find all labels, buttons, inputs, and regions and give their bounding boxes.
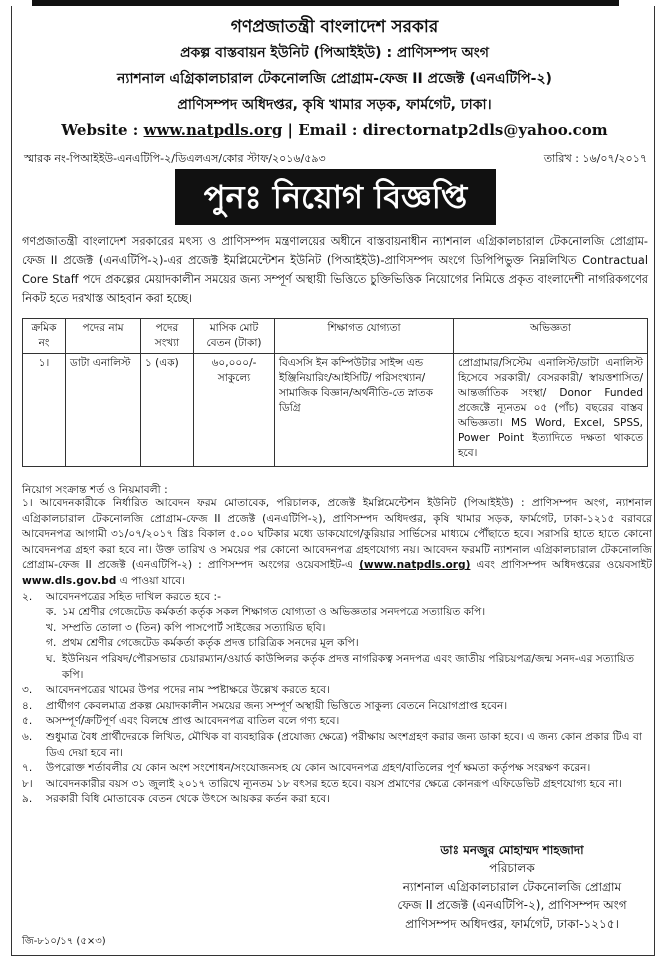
cell-education: বিএসসি ইন কম্পিউটার সাইন্স এন্ড ইঞ্জিনিয়ারিং/আইসিটি/ পরিসংখ্যান/ সামাজিক বিজ্ঞান/অর্থনীতি-তে স্নাতক ডিগ্রি <box>275 354 454 467</box>
term-2a-text: ১ম শ্রেণীর গেজেটেড কর্মকর্তা কর্তৃক সকল শিক্ষাগত যোগ্যতা ও অভিজ্ঞতার সনদপত্রে সত্যায়িত কপি। <box>62 606 486 619</box>
term-6-text: শুধুমাত্র বৈধ প্রার্থীদেরকে লিখিত, মৌখিক বা ব্যবহারিক (প্রযোজ্য ক্ষেত্রে) পরীক্ষায় অংশগ্রহণ করার জন্য ডাকা হবে। এ জন্য কোন প্রকার টিএ বা ডিএ দেয়া হবে না। <box>46 730 642 759</box>
term-7 <box>22 761 652 777</box>
notice-banner: পুনঃ নিয়োগ বিজ্ঞপ্তি <box>175 169 496 225</box>
cell-salary: ৬০,০০০/- সাকুল্যে <box>194 354 275 467</box>
notice-date: তারিখ : ১৬/০৭/২০১৭ <box>543 152 647 165</box>
term-8-num: ৮। <box>22 777 33 790</box>
term-2c-text: প্রথম শ্রেণীর গেজেটেড কর্মকর্তা কর্তৃক প্রদত্ত চারিত্রিক সনদের মূল কপি। <box>62 637 359 650</box>
col-count: পদের সংখ্যা <box>141 319 194 354</box>
term-5 <box>22 714 652 730</box>
memo-number: স্মারক নং-পিআইইউ-এনএটিপি-২/ডিএলএস/কোর স্টাফ/২০১৬/৫৯৩ <box>24 152 326 165</box>
term-7-text: উপরোক্ত শর্তাবলীর যে কোন অংশ সংশোধন/সংযোজনসহ যে কোন আবেদনপত্র গ্রহণ/বাতিলের পূর্ণ ক্ষমতা কর্তৃপক্ষ সংরক্ষণ করেন। <box>46 762 591 775</box>
table-header-row <box>23 319 648 354</box>
term-2b-text: সম্প্রতি তোলা ৩ (তিন) কপি পাসপোর্ট সাইজের সত্যায়িত ছবি। <box>62 621 326 634</box>
term-3-text: আবেদনপত্রের খামের উপর পদের নাম স্পষ্টাক্ষরে উল্লেখ করতে হবে। <box>46 684 330 697</box>
term-4-text: প্রার্থীগণ কেবলমাত্র প্রকল্প মেয়াদকালীন সময়ের জন্য সম্পূর্ণ অস্থায়ী ভিত্তিতে সাকুল্য বেতনে নিয়োগপ্রাপ্ত হবেন। <box>46 699 508 712</box>
term-2b-num: খ. <box>46 621 57 634</box>
term-5-text: অসম্পূর্ণ/ক্রটিপূর্ণ এবং বিলম্বে প্রাপ্ত আবেদনপত্র বাতিল বলে গণ্য হবে। <box>46 715 340 728</box>
term-2a-num: ক. <box>46 606 57 619</box>
term-1-mid: এবং প্রাণিসম্পদ অধিদপ্তরের ওয়েবসাইট <box>476 559 652 572</box>
terms-list <box>22 496 652 808</box>
unit-title: প্রকল্প বাস্তবায়ন ইউনিট (পিআইইউ) : প্রাণিসম্পদ অংগ <box>180 45 489 61</box>
term-1 <box>22 496 652 590</box>
col-experience: অভিজ্ঞতা <box>454 319 648 354</box>
terms-title: নিয়োগ সংক্রান্ত শর্ত ও নিয়মাবলী : <box>22 483 168 496</box>
signatory-line1: ন্যাশনাল এগ্রিকালচারাল টেকনোলজি প্রোগ্রাম <box>402 880 622 894</box>
term-3 <box>22 683 652 699</box>
term-8-text: আবেদনকারীর বয়স ৩১ জুলাই ২০১৭ তারিখে ন্যূনতম ১৮ বৎসর হতে হবে। বয়স প্রমাণের ক্ষেত্রে কোনরূপ এফিডেভিট গ্রহণযোগ্য হবে না। <box>46 777 622 790</box>
term-2a <box>22 605 652 621</box>
term-7-num: ৭. <box>22 762 33 775</box>
term-2c <box>22 636 652 652</box>
website-label: Website : <box>61 121 139 139</box>
term-4-num: ৪. <box>22 699 33 712</box>
office-address: প্রাণিসম্পদ অধিদপ্তর, কৃষি খামার সড়ক, ফার্মগেট, ঢাকা। <box>177 97 492 113</box>
term-2-text: আবেদনপত্রের সহিত দাখিল করতে হবে :- <box>46 590 221 603</box>
term-2c-num: গ. <box>46 637 57 650</box>
signatory-line2: ফেজ II প্রজেক্ট (এনএটিপি-২), প্রাণিসম্পদ অংগ <box>397 898 627 912</box>
cell-count: ১ (এক) <box>141 354 194 467</box>
vacancy-table <box>22 318 648 467</box>
cell-post: ডাটা এনালিস্ট <box>66 354 141 467</box>
term-9-text: সরকারী বিধি মোতাবেক বেতন থেকে উৎসে আয়কর কর্তন করা হবে। <box>46 793 331 806</box>
email-label: | Email : <box>287 121 358 139</box>
table-row <box>23 354 648 467</box>
term-3-num: ৩. <box>22 684 33 697</box>
signatory-line3: প্রাণিসম্পদ অধিদপ্তর, ফার্মগেট, ঢাকা-১২১৫। <box>405 917 619 931</box>
term-2-num: ২. <box>22 590 33 603</box>
col-education: শিক্ষাগত যোগ্যতা <box>275 319 454 354</box>
signatory-name: ডাঃ মনজুর মোহাম্মদ শাহজাদা <box>440 843 584 857</box>
term-2b <box>22 621 652 637</box>
term-1-text: ১। আবেদনকারীকে নির্ধারিত আবেদন ফরম মোতাবেক, পরিচালক, প্রজেক্ট ইমপ্লিমেন্টেশন ইউনিট (পিআইইউ) : প্রাণিসম্পদ অংগ, ন্যাশনাল এগ্রিকালচারাল টেকনোলজি প্রোগ্রাম-ফেজ II প্রজেক্ট (এনএটিপি-২), প্রাণিসম্পদ অধিদপ্তর, কৃষি খামার সড়ক, ফার্মগেট, ঢাকা-১২১৫ বরাবরে আবেদনপত্র আগামী ৩১/০৭/২০১৭ খ্রিঃ বিকাল ৫.০০ ঘটিকার মধ্যে ডাকযোগে/কুরিয়ার সার্ভিসের মাধ্যমে পৌঁছাতে হবে। সরাসরি হাতে হাতে কোনো আবেদনপত্র গ্রহণ করা হবে না। উক্ত তারিখ ও সময়ের পর কোনো আবেদনপত্র গ্রহণযোগ্য নয়। আবেদন ফরমটি ন্যাশনাল এগ্রিকালচারাল টেকনোলজি প্রোগ্রাম-ফেজ II প্রজেক্ট (এনএটিপি-২) : প্রাণিসম্পদ অংগের ওয়েবসাইট-এ <box>22 497 652 572</box>
signatory-designation: পরিচালক <box>489 861 535 875</box>
term-9-num: ৯. <box>22 793 33 806</box>
term-2d-text: ইউনিয়ন পরিষদ/পৌরসভার চেয়ারম্যান/ওয়ার্ড কাউন্সিলর কর্তৃক প্রদত্ত নাগরিকত্ব সনদপত্র এবং জাতীয় পরিচয়পত্র/জন্ম সনদ-এর সত্যায়িত কপি। <box>62 652 635 681</box>
term-1-website[interactable]: (www.natpdls.org) <box>359 559 471 572</box>
email-link[interactable]: directornatp2dls@yahoo.com <box>362 121 608 139</box>
term-8 <box>22 777 652 793</box>
term-5-num: ৫. <box>22 715 33 728</box>
govt-title: গণপ্রজাতন্ত্রী বাংলাদেশ সরকার <box>230 17 439 37</box>
contact-line <box>0 121 669 139</box>
term-2d-num: ঘ. <box>46 652 56 665</box>
cell-experience: প্রোগ্রামার/সিস্টেম এনালিস্ট/ডাটা এনালিস্ট হিসেবে সরকারী/ বেসরকারী/ স্বায়ত্তশাসিত/ আন্তর্জাতিক সংস্থা/ Donor Funded প্রজেক্টে ন্যূনতম ০৫ (পাঁচ) বছরের বাস্তব অভিজ্ঞতা। MS Word, Excel, SPSS, Power Point ইত্যাদিতে দক্ষতা থাকতে হবে। <box>454 354 648 467</box>
term-2d <box>22 652 652 683</box>
website-link[interactable]: www.natpdls.org <box>143 121 283 139</box>
col-serial: ক্রমিক নং <box>23 319 66 354</box>
term-1-end: এ পাওয়া যাবে। <box>119 574 186 587</box>
term-9 <box>22 792 652 808</box>
term-4 <box>22 699 652 715</box>
col-post: পদের নাম <box>66 319 141 354</box>
project-title: ন্যাশনাল এগ্রিকালচারাল টেকনোলজি প্রোগ্রাম-ফেজ II প্রজেক্ট (এনএটিপি-২) <box>117 71 552 87</box>
term-6-num: ৬. <box>22 730 33 743</box>
intro-paragraph: গণপ্রজাতন্ত্রী বাংলাদেশ সরকারের মৎস্য ও প্রাণিসম্পদ মন্ত্রণালয়ের অধীনে বাস্তবায়নাধীন ন্যাশনাল এগ্রিকালচারাল টেকনোলজি প্রোগ্রাম-ফেজ II প্রজেক্ট (এনএটিপি-২)-এর প্রজেক্ট ইমপ্লিমেন্টেশন ইউনিট (পিআইইউ)-প্রাণিসম্পদ অংগে ডিপিপিভুক্ত নিম্নলিখিত Contractual Core Staff পদে প্রকল্পের মেয়াদকালীন সময়ের জন্য সম্পূর্ণ অস্থায়ী ভিত্তিতে চুক্তিভিত্তিক নিয়োগের নিমিত্তে প্রকৃত বাংলাদেশী নাগরিকগণের নিকট হতে দরখাস্ত আহবান করা হচ্ছে। <box>22 235 648 305</box>
reference-code: জি-৮১০/১৭ (৫×৩) <box>22 936 106 947</box>
term-6 <box>22 730 652 761</box>
cell-serial: ১। <box>23 354 66 467</box>
term-2 <box>22 590 652 606</box>
term-1-website2[interactable]: www.dls.gov.bd <box>22 574 117 587</box>
col-salary: মাসিক মোট বেতন (টাকা) <box>194 319 275 354</box>
